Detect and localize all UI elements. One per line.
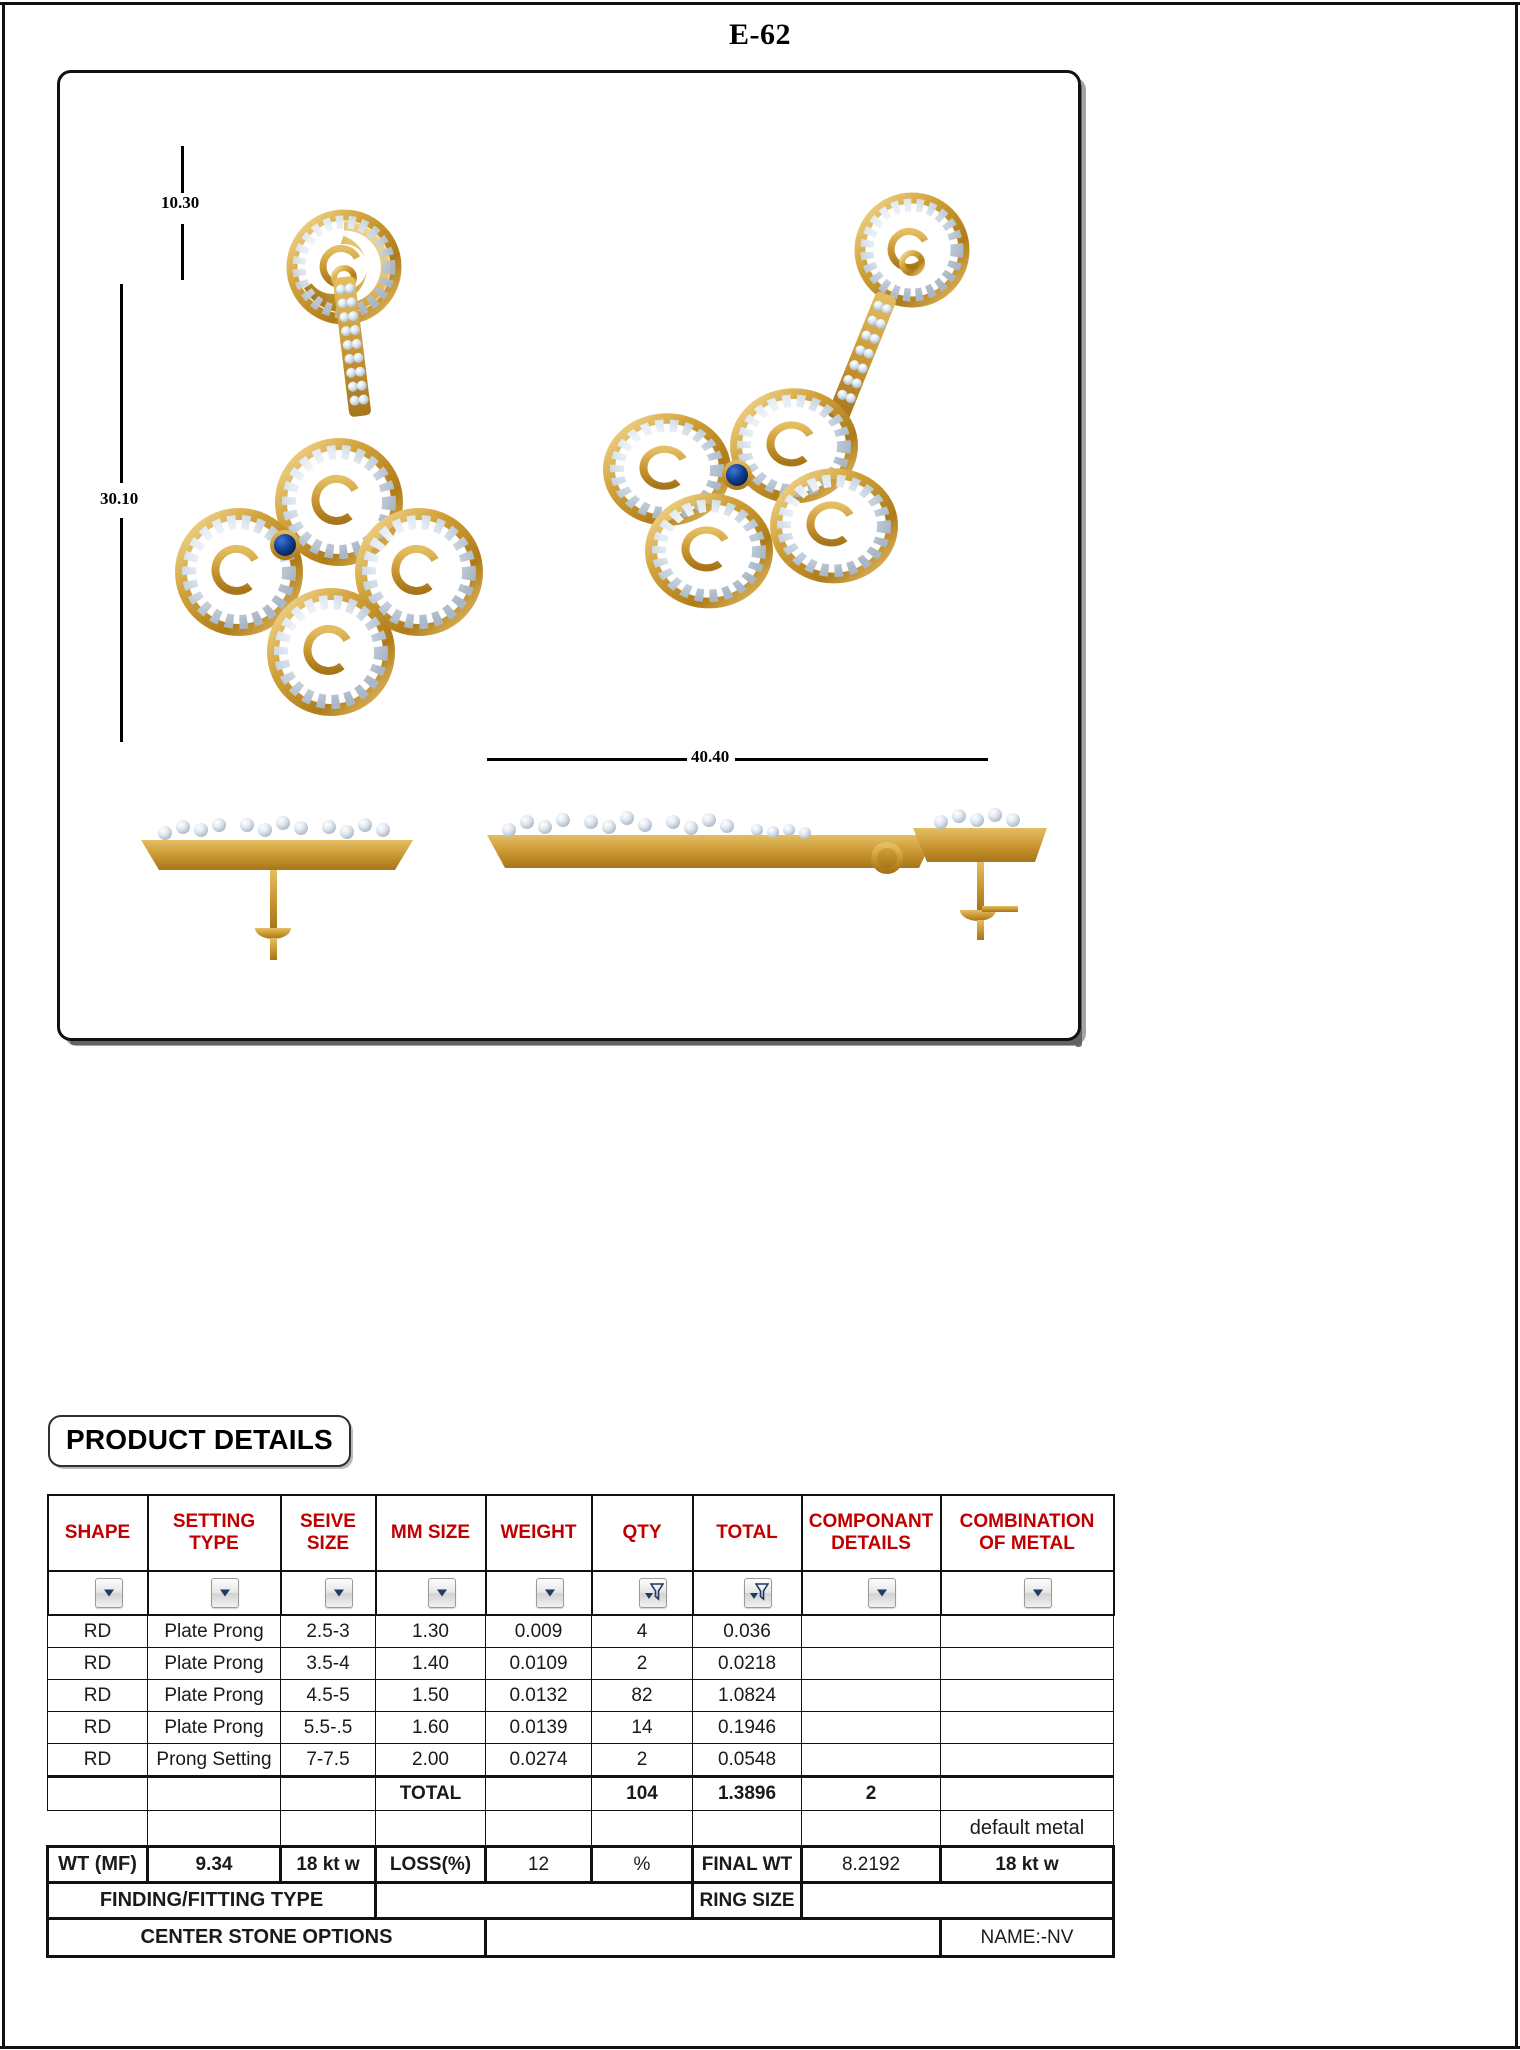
loss-value: 12 bbox=[486, 1847, 592, 1883]
cell-seive-size: 5.5-.5 bbox=[281, 1712, 376, 1744]
default-metal-blank-5 bbox=[486, 1811, 592, 1847]
filter-cell-weight[interactable] bbox=[486, 1571, 592, 1615]
cell-combination-of-metal bbox=[941, 1680, 1114, 1712]
dim-line-40-40-right bbox=[735, 758, 988, 761]
col-header-componant-details-line2: DETAILS bbox=[831, 1533, 911, 1554]
filter-cell-componant-details[interactable] bbox=[802, 1571, 941, 1615]
table-row bbox=[48, 1615, 1114, 1648]
cell-weight: 0.0109 bbox=[486, 1648, 592, 1680]
cell-componant-details bbox=[802, 1615, 941, 1648]
filter-funnel-total-icon[interactable] bbox=[744, 1578, 772, 1608]
col-header-seive-size bbox=[281, 1495, 376, 1571]
total-row-blank-shape bbox=[48, 1777, 148, 1811]
cell-seive-size: 3.5-4 bbox=[281, 1648, 376, 1680]
wt-mf-label: WT (MF) bbox=[48, 1847, 148, 1883]
center-stone-right bbox=[722, 460, 752, 490]
page-top-rule bbox=[0, 2, 1520, 5]
filter-cell-seive-size[interactable] bbox=[281, 1571, 376, 1615]
cell-total: 0.1946 bbox=[693, 1712, 802, 1744]
earring-left-front-view bbox=[181, 215, 477, 710]
wt-mf-value: 9.34 bbox=[148, 1847, 281, 1883]
cell-mm-size: 1.30 bbox=[376, 1615, 486, 1648]
filter-dropdown-componant-details-icon[interactable] bbox=[868, 1578, 896, 1608]
col-header-componant-details bbox=[802, 1495, 941, 1571]
dim-line-30-10-upper bbox=[120, 284, 123, 483]
cell-mm-size: 2.00 bbox=[376, 1744, 486, 1777]
earring-right-angled-view bbox=[609, 198, 964, 603]
cell-weight: 0.009 bbox=[486, 1615, 592, 1648]
final-wt-metal: 18 kt w bbox=[941, 1847, 1114, 1883]
wt-mf-metal: 18 kt w bbox=[281, 1847, 376, 1883]
cell-seive-size: 7-7.5 bbox=[281, 1744, 376, 1777]
ring-size-label: RING SIZE bbox=[693, 1883, 802, 1919]
ring-size-value[interactable] bbox=[802, 1883, 1114, 1919]
cell-total: 0.0548 bbox=[693, 1744, 802, 1777]
table-row bbox=[48, 1648, 1114, 1680]
finding-fitting-value[interactable] bbox=[376, 1883, 693, 1919]
col-header-componant-details-line1: COMPONANT bbox=[808, 1511, 934, 1533]
default-metal-blank-1 bbox=[48, 1811, 148, 1847]
table-header-row bbox=[48, 1495, 1114, 1571]
cell-combination-of-metal bbox=[941, 1744, 1114, 1777]
table-row bbox=[48, 1744, 1114, 1777]
table-row bbox=[48, 1712, 1114, 1744]
cell-seive-size: 4.5-5 bbox=[281, 1680, 376, 1712]
table-row bbox=[48, 1680, 1114, 1712]
page-title: E-62 bbox=[729, 18, 791, 51]
cell-componant-details bbox=[802, 1712, 941, 1744]
total-row-label: TOTAL bbox=[376, 1777, 486, 1811]
finding-fitting-label: FINDING/FITTING TYPE bbox=[48, 1883, 376, 1919]
cell-qty: 4 bbox=[592, 1615, 693, 1648]
col-header-setting-type-line2: TYPE bbox=[189, 1533, 239, 1554]
product-details-table bbox=[46, 1494, 1115, 1958]
table-total-row bbox=[48, 1777, 1114, 1811]
dim-line-30-10-lower bbox=[120, 518, 123, 742]
loss-unit: % bbox=[592, 1847, 693, 1883]
loss-label: LOSS(%) bbox=[376, 1847, 486, 1883]
cell-seive-size: 2.5-3 bbox=[281, 1615, 376, 1648]
page-left-rule bbox=[2, 2, 5, 2048]
col-header-shape-line1: SHAPE bbox=[64, 1522, 131, 1544]
filter-cell-qty[interactable] bbox=[592, 1571, 693, 1615]
cell-weight: 0.0274 bbox=[486, 1744, 592, 1777]
cell-weight: 0.0132 bbox=[486, 1680, 592, 1712]
dim-line-10-30-lower bbox=[181, 224, 184, 280]
center-stone-value[interactable] bbox=[486, 1919, 941, 1957]
filter-cell-total[interactable] bbox=[693, 1571, 802, 1615]
summary-finding-row bbox=[48, 1883, 1114, 1919]
cell-componant-details bbox=[802, 1648, 941, 1680]
cell-total: 0.036 bbox=[693, 1615, 802, 1648]
default-metal-blank-7 bbox=[693, 1811, 802, 1847]
center-stone-left bbox=[270, 530, 300, 560]
dim-label-40-40: 40.40 bbox=[688, 747, 732, 767]
cell-shape: RD bbox=[48, 1680, 148, 1712]
col-header-weight bbox=[486, 1495, 592, 1571]
cell-qty: 2 bbox=[592, 1648, 693, 1680]
cell-mm-size: 1.40 bbox=[376, 1648, 486, 1680]
cell-qty: 2 bbox=[592, 1744, 693, 1777]
cell-combination-of-metal bbox=[941, 1712, 1114, 1744]
total-row-blank-setting bbox=[148, 1777, 281, 1811]
cell-combination-of-metal bbox=[941, 1615, 1114, 1648]
col-header-seive-size-line2: SIZE bbox=[306, 1533, 350, 1554]
side-profile-left bbox=[141, 816, 413, 960]
default-metal-blank-3 bbox=[281, 1811, 376, 1847]
cell-shape: RD bbox=[48, 1648, 148, 1680]
cell-combination-of-metal bbox=[941, 1648, 1114, 1680]
final-wt-label: FINAL WT bbox=[693, 1847, 802, 1883]
filter-dropdown-weight-icon[interactable] bbox=[536, 1578, 564, 1608]
cell-total: 0.0218 bbox=[693, 1648, 802, 1680]
col-header-mm-size bbox=[376, 1495, 486, 1571]
summary-wt-row bbox=[48, 1847, 1114, 1883]
name-note: NAME:-NV bbox=[941, 1919, 1114, 1957]
dim-label-10-30: 10.30 bbox=[158, 193, 202, 213]
col-header-mm-size-line1: MM SIZE bbox=[390, 1522, 471, 1544]
cell-setting-type: Prong Setting bbox=[148, 1744, 281, 1777]
side-profile-right bbox=[487, 808, 1047, 940]
cell-mm-size: 1.50 bbox=[376, 1680, 486, 1712]
cell-shape: RD bbox=[48, 1615, 148, 1648]
total-row-blank-seive bbox=[281, 1777, 376, 1811]
cell-weight: 0.0139 bbox=[486, 1712, 592, 1744]
col-header-qty bbox=[592, 1495, 693, 1571]
col-header-combination-of-metal bbox=[941, 1495, 1114, 1571]
cell-shape: RD bbox=[48, 1744, 148, 1777]
filter-cell-shape[interactable] bbox=[48, 1571, 148, 1615]
dim-label-30-10: 30.10 bbox=[97, 489, 141, 509]
total-row-qty: 104 bbox=[592, 1777, 693, 1811]
filter-dropdown-seive-size-icon[interactable] bbox=[325, 1578, 353, 1608]
cell-mm-size: 1.60 bbox=[376, 1712, 486, 1744]
default-metal-row bbox=[48, 1811, 1114, 1847]
col-header-setting-type bbox=[148, 1495, 281, 1571]
default-metal-blank-8 bbox=[802, 1811, 941, 1847]
col-header-combination-of-metal-line2: OF METAL bbox=[979, 1533, 1075, 1554]
final-wt-value: 8.2192 bbox=[802, 1847, 941, 1883]
filter-dropdown-combination-of-metal-icon[interactable] bbox=[1024, 1578, 1052, 1608]
cell-shape: RD bbox=[48, 1712, 148, 1744]
jewelry-render bbox=[57, 70, 1075, 1035]
filter-cell-mm-size[interactable] bbox=[376, 1571, 486, 1615]
total-row-blank-weight bbox=[486, 1777, 592, 1811]
cell-setting-type: Plate Prong bbox=[148, 1712, 281, 1744]
dim-line-40-40-left bbox=[487, 758, 687, 761]
col-header-weight-line1: WEIGHT bbox=[500, 1522, 577, 1544]
col-header-total bbox=[693, 1495, 802, 1571]
col-header-shape bbox=[48, 1495, 148, 1571]
default-metal-note: default metal bbox=[941, 1811, 1114, 1847]
col-header-qty-line1: QTY bbox=[622, 1522, 662, 1544]
filter-cell-combination-of-metal[interactable] bbox=[941, 1571, 1114, 1615]
filter-dropdown-setting-type-icon[interactable] bbox=[211, 1578, 239, 1608]
cell-setting-type: Plate Prong bbox=[148, 1615, 281, 1648]
filter-dropdown-mm-size-icon[interactable] bbox=[428, 1578, 456, 1608]
cell-qty: 82 bbox=[592, 1680, 693, 1712]
page-bottom-rule bbox=[0, 2046, 1520, 2049]
cell-componant-details bbox=[802, 1680, 941, 1712]
col-header-total-line1: TOTAL bbox=[716, 1522, 778, 1544]
col-header-combination-of-metal-line1: COMBINATION bbox=[959, 1511, 1095, 1533]
col-header-setting-type-line1: SETTING bbox=[172, 1511, 256, 1533]
cell-componant-details bbox=[802, 1744, 941, 1777]
cell-setting-type: Plate Prong bbox=[148, 1648, 281, 1680]
default-metal-blank-4 bbox=[376, 1811, 486, 1847]
col-header-seive-size-line1: SEIVE bbox=[300, 1511, 356, 1533]
total-row-total: 1.3896 bbox=[693, 1777, 802, 1811]
table-filter-row bbox=[48, 1571, 1114, 1615]
default-metal-blank-6 bbox=[592, 1811, 693, 1847]
cell-setting-type: Plate Prong bbox=[148, 1680, 281, 1712]
product-details-badge: PRODUCT DETAILS bbox=[48, 1415, 351, 1467]
filter-dropdown-shape-icon[interactable] bbox=[95, 1578, 123, 1608]
filter-cell-setting-type[interactable] bbox=[148, 1571, 281, 1615]
default-metal-blank-2 bbox=[148, 1811, 281, 1847]
cell-qty: 14 bbox=[592, 1712, 693, 1744]
total-row-componant-details: 2 bbox=[802, 1777, 941, 1811]
summary-center-stone-row bbox=[48, 1919, 1114, 1957]
total-row-combination-of-metal bbox=[941, 1777, 1114, 1811]
cell-total: 1.0824 bbox=[693, 1680, 802, 1712]
page-right-rule bbox=[1515, 2, 1518, 2048]
filter-funnel-qty-icon[interactable] bbox=[639, 1578, 667, 1608]
center-stone-label: CENTER STONE OPTIONS bbox=[48, 1919, 486, 1957]
